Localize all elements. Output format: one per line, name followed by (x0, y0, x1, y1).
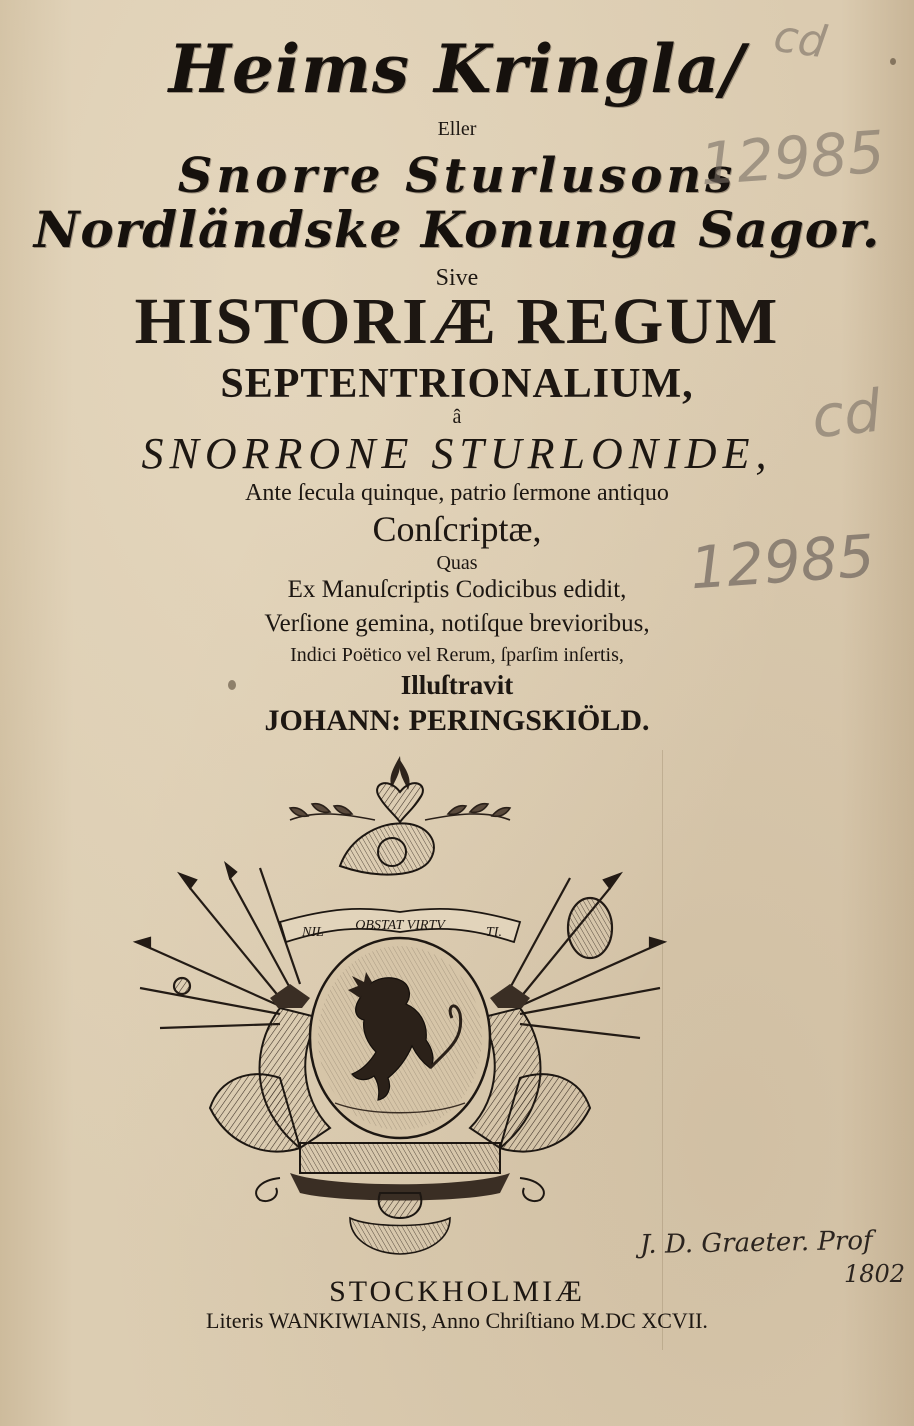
imprint-publisher-line: Literis WANKIWIANIS, Anno Chriſtiano M.DC XCVII. (206, 1308, 708, 1333)
flaming-heart-icon (377, 756, 423, 822)
title-ex-manuscriptis: Ex Manuſcriptis Codicibus edidit, (287, 576, 627, 603)
pencil-note-number-top: 12985 (697, 117, 887, 199)
title-a: â (452, 406, 462, 428)
trophy-weapons-right (510, 874, 664, 1038)
title-nordlandske-konunga-sagor: Nordländske Konunga Sagor. (33, 200, 881, 259)
title-ante-secula: Ante ſecula quinque, patrio ſermone antiquo (245, 480, 669, 506)
emblem-engraving (130, 748, 670, 1258)
title-heims-kringla: Heims Kringla/ (168, 30, 746, 108)
title-author-peringskiold: JOHANN: PERINGSKIÖLD. (264, 704, 650, 737)
title-indici-poetico: Indici Poëtico vel Rerum, ſparſim inſertis, (290, 644, 624, 666)
title-quas: Quas (436, 552, 478, 574)
lion-shield (310, 938, 490, 1138)
pencil-note-number-mid: 12985 (687, 521, 877, 603)
title-historiae-regum: HISTORIÆ REGUM (134, 285, 780, 358)
paper-stain (890, 58, 896, 65)
title-conscriptae: Conſcriptæ, (372, 509, 542, 549)
ink-owner-year: 1802 (844, 1260, 906, 1288)
title-snorrone-sturlonide: SNORRONE STURLONIDE, (141, 429, 773, 478)
imprint-city: STOCKHOLMIÆ (329, 1275, 585, 1308)
pencil-note-cd-top: cd (770, 10, 830, 69)
ink-owner-inscription: J. D. Graeter. Prof (639, 1225, 873, 1261)
title-eller: Eller (437, 118, 477, 140)
pencil-note-cd-mid: cd (808, 376, 885, 452)
motto-right: TI. (486, 925, 502, 940)
title-versione-gemina: Verſione gemina, notiſque brevioribus, (264, 610, 650, 637)
title-illustravit: Illuſtravit (400, 670, 514, 700)
motto-left: NIL (302, 925, 324, 940)
title-septentrionalium: SEPTENTRIONALIUM, (220, 361, 694, 407)
title-snorre-sturlusons: Snorre Sturlusons (177, 148, 737, 204)
title-sive: Sive (435, 265, 479, 291)
motto-center: OBSTAT VIRTV (355, 918, 445, 933)
crest-helmet (340, 823, 434, 874)
paper-stain (228, 680, 236, 690)
